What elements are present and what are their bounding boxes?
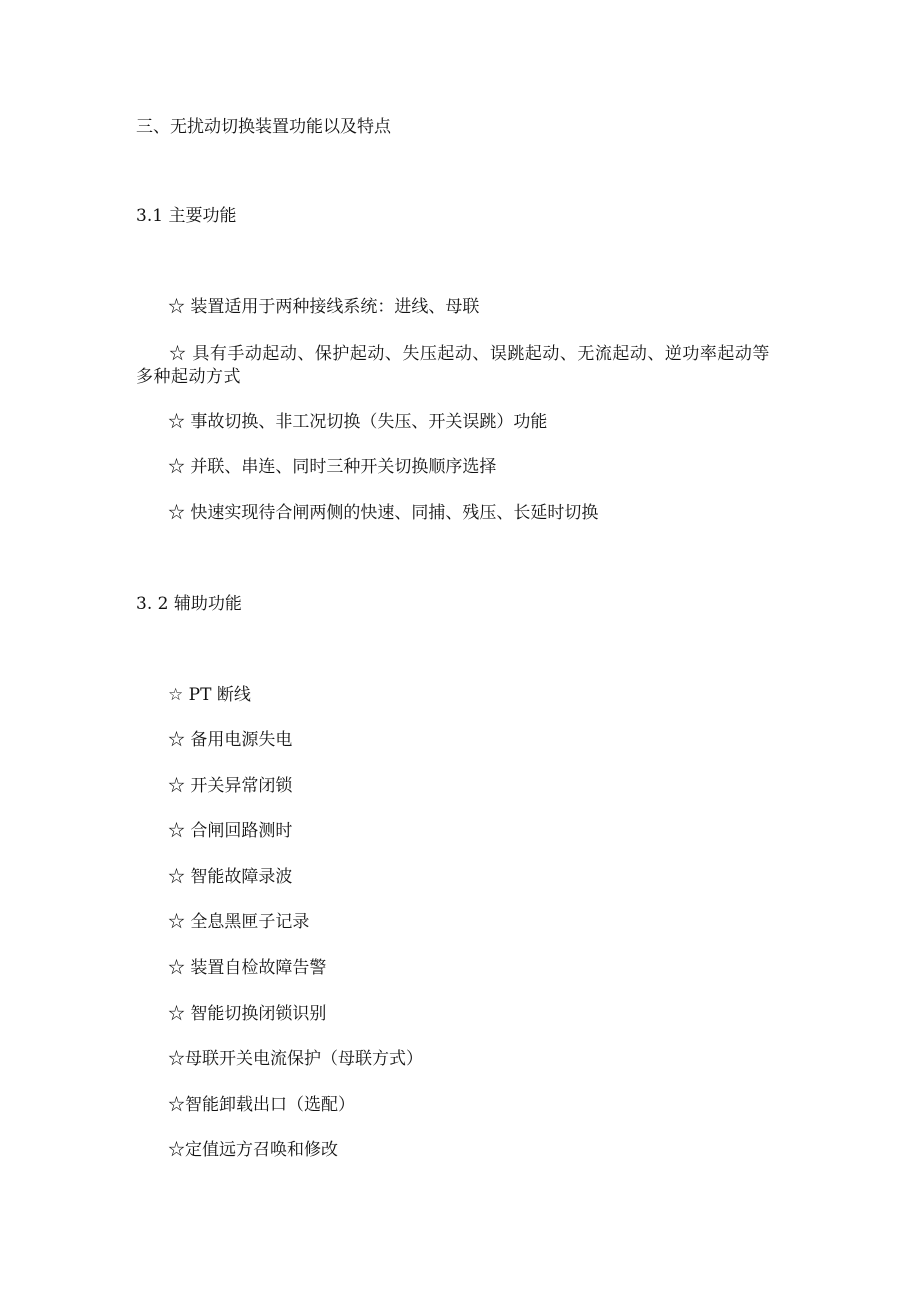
aux-function-item: ☆ 备用电源失电 [168, 730, 293, 750]
aux-functions-heading: 3. 2 辅助功能 [136, 594, 242, 614]
aux-function-item: ☆ 开关异常闭锁 [168, 776, 293, 796]
aux-function-item: ☆智能卸载出口（选配） [168, 1095, 355, 1115]
main-functions-heading: 3.1 主要功能 [136, 206, 237, 226]
main-function-item: ☆ 具有手动起动、保护起动、失压起动、误跳起动、无流起动、逆功率起动等多种起动方式 [136, 344, 770, 387]
main-function-item: ☆ 事故切换、非工况切换（失压、开关误跳）功能 [168, 412, 548, 432]
aux-function-item: ☆ 装置自检故障告警 [168, 958, 327, 978]
aux-function-item: ☆ 智能故障录波 [168, 867, 293, 887]
aux-function-item: ☆ 全息黑匣子记录 [168, 912, 310, 932]
main-function-item: ☆ 并联、串连、同时三种开关切换顺序选择 [168, 457, 497, 477]
main-function-item: ☆ 装置适用于两种接线系统：进线、母联 [168, 297, 480, 317]
aux-function-item: ☆母联开关电流保护（母联方式） [168, 1049, 423, 1069]
aux-function-item: ☆ PT 断线 [168, 685, 251, 705]
aux-function-item: ☆ 合闸回路测时 [168, 821, 293, 841]
aux-function-item: ☆定值远方召唤和修改 [168, 1140, 338, 1160]
main-function-item: ☆ 快速实现待合闸两侧的快速、同捕、残压、长延时切换 [168, 503, 599, 523]
aux-function-item: ☆ 智能切换闭锁识别 [168, 1004, 327, 1024]
section-title: 三、无扰动切换装置功能以及特点 [136, 117, 391, 137]
